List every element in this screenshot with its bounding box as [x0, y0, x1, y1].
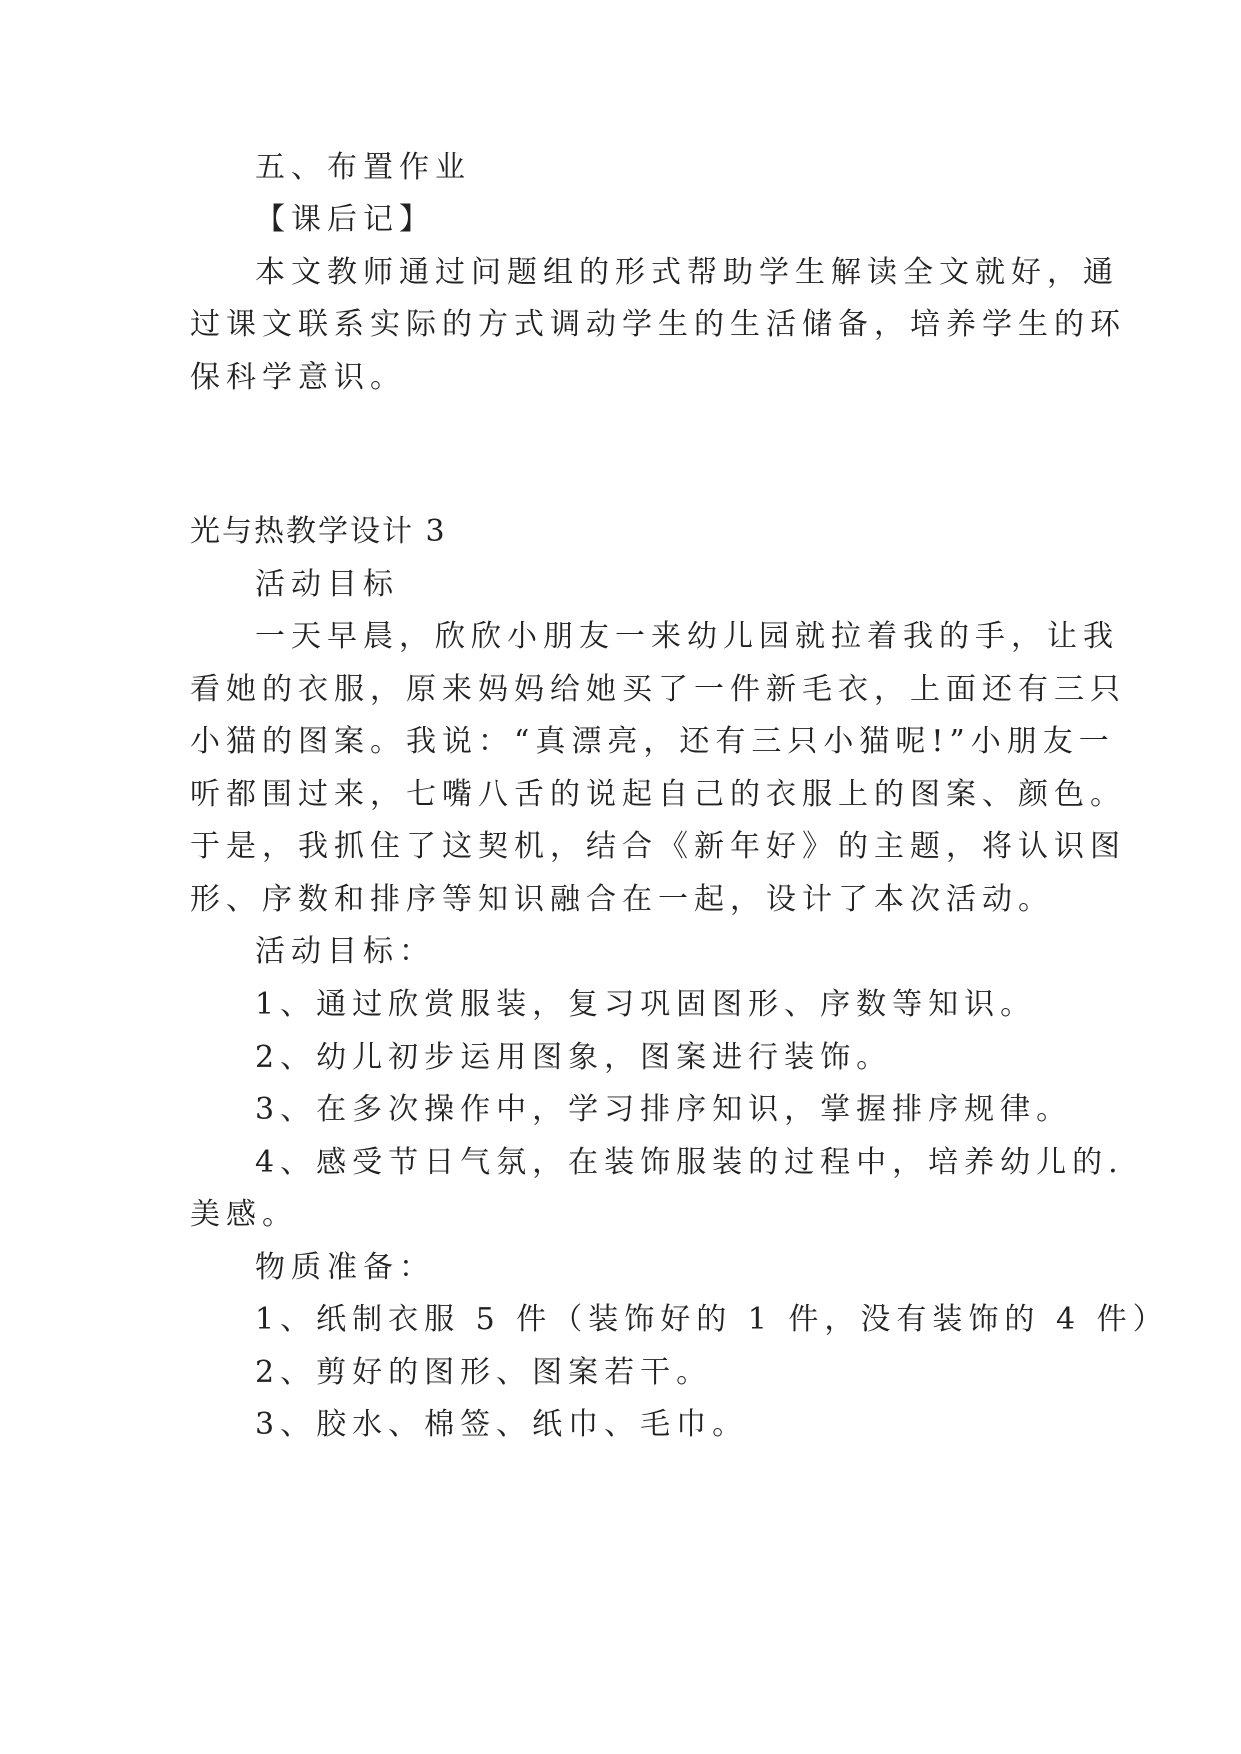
paragraph-line: 过课文联系实际的方式调动学生的生活储备，培养学生的环	[190, 307, 1126, 342]
goal-item: 3、在多次操作中，学习排序知识，掌握排序规律。	[255, 1092, 1073, 1127]
paragraph-line: 听都围过来，七嘴八舌的说起自己的衣服上的图案、颜色。	[190, 777, 1126, 812]
material-item: 1、纸制衣服 5 件（装饰好的 1 件，没有装饰的 4 件）	[255, 1302, 1169, 1337]
goals-label: 活动目标：	[255, 934, 435, 969]
paragraph-line: 一天早晨，欣欣小朋友一来幼儿园就拉着我的手，让我	[255, 619, 1119, 654]
material-item: 3、胶水、棉签、纸巾、毛巾。	[255, 1407, 749, 1442]
materials-label: 物质准备：	[255, 1250, 435, 1285]
document-title: 光与热教学设计 3	[190, 514, 447, 549]
paragraph-line: 本文教师通过问题组的形式帮助学生解读全文就好，通	[255, 255, 1119, 290]
material-item: 2、剪好的图形、图案若干。	[255, 1355, 713, 1390]
subheading: 活动目标	[255, 567, 399, 602]
after-class-label: 【课后记】	[255, 202, 435, 237]
paragraph-line: 形、序数和排序等知识融合在一起，设计了本次活动。	[190, 882, 1054, 917]
goal-item: 2、幼儿初步运用图象，图案进行装饰。	[255, 1040, 893, 1075]
paragraph-line: 看她的衣服，原来妈妈给她买了一件新毛衣，上面还有三只	[190, 672, 1126, 707]
goal-item: 1、通过欣赏服装，复习巩固图形、序数等知识。	[255, 987, 1037, 1022]
paragraph-line: 小猫的图案。我说：“真漂亮，还有三只小猫呢!”小朋友一	[190, 724, 1115, 759]
goal-item-continued: 美感。	[190, 1197, 298, 1232]
paragraph-line: 于是，我抓住了这契机，结合《新年好》的主题，将认识图	[190, 829, 1126, 864]
section-heading: 五、布置作业	[255, 150, 471, 185]
goal-item: 4、感受节日气氛，在装饰服装的过程中，培养幼儿的.	[255, 1145, 1124, 1180]
paragraph-line: 保科学意识。	[190, 360, 406, 395]
